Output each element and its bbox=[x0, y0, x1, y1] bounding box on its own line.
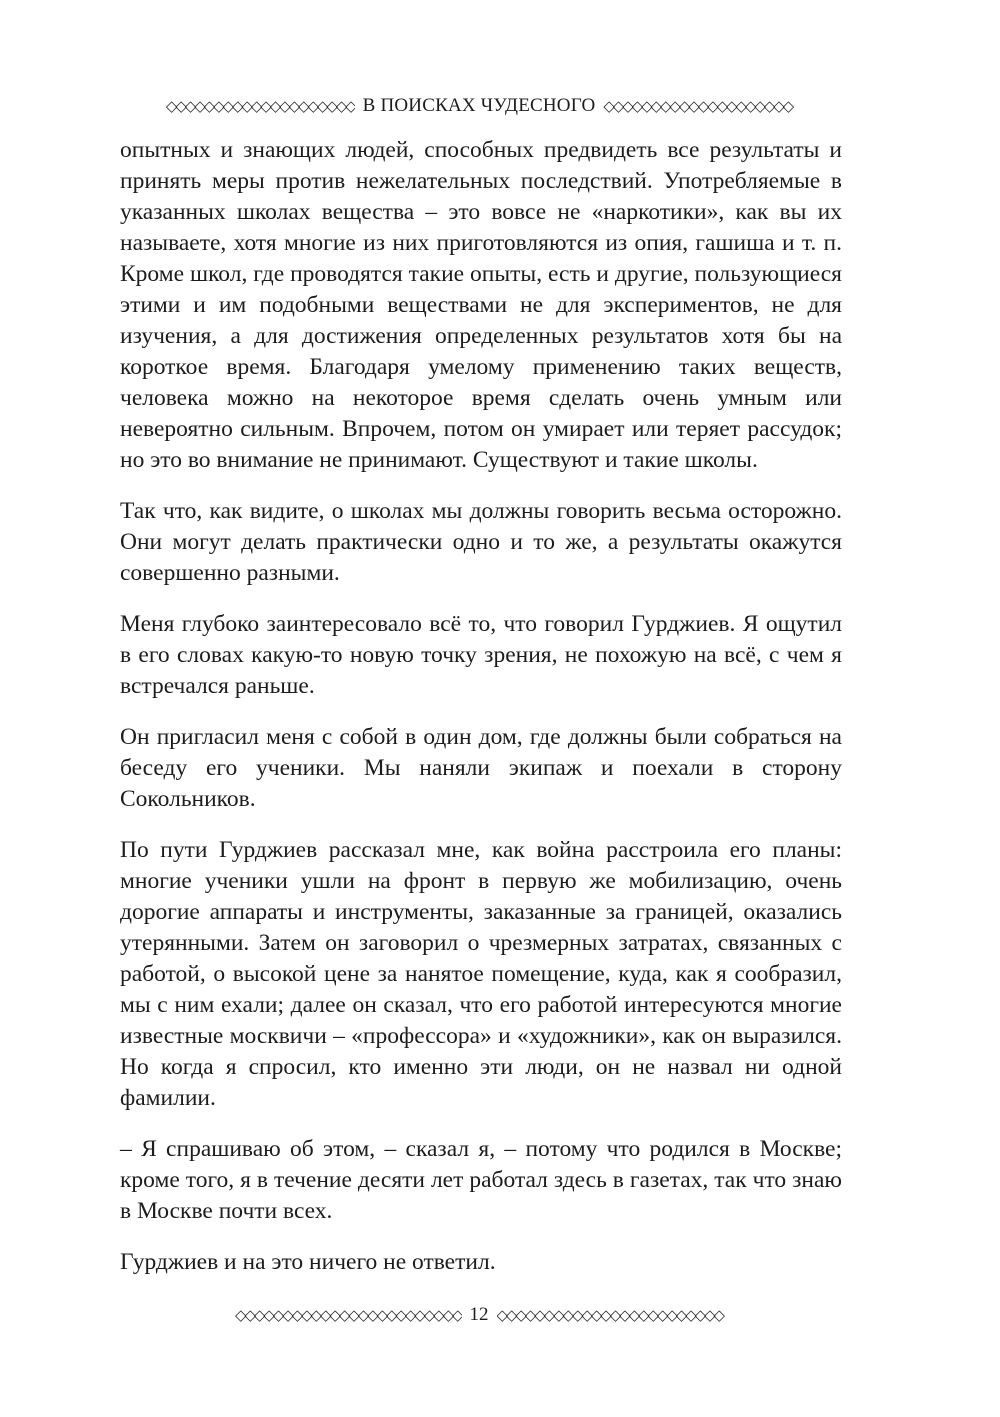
header-ornament-right: ◇◇◇◇◇◇◇◇◇◇◇◇◇◇◇◇◇◇◇◇ bbox=[603, 97, 793, 115]
running-title: В ПОИСКАХ ЧУДЕСНОГО bbox=[362, 95, 596, 116]
footer-ornament-right: ◇◇◇◇◇◇◇◇◇◇◇◇◇◇◇◇◇◇◇◇◇◇◇◇ bbox=[496, 1306, 723, 1324]
paragraph: опытных и знающих людей, способных предвидеть все результаты и принять меры против нежелательных последствий. Употребляемые в указанных школах вещества – это вовсе не «наркотики», как вы их называете, хотя многие из них приготовляются из опия, гашиша и т. п. Кроме школ, где проводятся такие опыты, есть и другие, пользующиеся этими и им подобными веществами не для экспериментов, не для изучения, а для достижения определенных результатов хотя бы на короткое время. Благодаря умелому применению таких веществ, человека можно на некоторое время сделать очень умным или невероятно сильным. Впрочем, потом он умирает или теряет рассудок; но это во внимание не принимают. Существуют и такие школы. bbox=[120, 137, 842, 473]
page-body bbox=[120, 135, 842, 1278]
page-number: 12 bbox=[469, 1304, 489, 1325]
paragraph: Меня глубоко заинтересовало всё то, что говорил Гурджиев. Я ощутил в его словах какую-то новую точку зрения, не похожую на всё, с чем я встречался раньше. bbox=[120, 611, 842, 699]
paragraph: По пути Гурджиев рассказал мне, как война расстроила его планы: многие ученики ушли на фронт в первую же мобилизацию, очень дорогие аппараты и инструменты, заказанные за границей, оказались утерянными. Затем он заговорил о чрезмерных затратах, связанных с работой, о высокой цене за нанятое помещение, куда, как я сообразил, мы с ним ехали; далее он сказал, что его работой интересуются многие известные москвичи – «профессора» и «художники», как он выразился. Но когда я спросил, кто именно эти люди, он не назвал ни одной фамилии. bbox=[120, 837, 842, 1111]
page-footer bbox=[118, 1302, 840, 1328]
paragraph: – Я спрашиваю об этом, – сказал я, – потому что родился в Москве; кроме того, я в течение десяти лет работал здесь в газетах, так что знаю в Москве почти всех. bbox=[120, 1136, 842, 1224]
paragraph: Он пригласил меня с собой в один дом, где должны были собраться на беседу его ученики. Мы наняли экипаж и поехали в сторону Сокольников. bbox=[120, 724, 842, 812]
header-ornament-left: ◇◇◇◇◇◇◇◇◇◇◇◇◇◇◇◇◇◇◇◇ bbox=[165, 97, 355, 115]
running-header bbox=[118, 93, 840, 119]
paragraph: Гурджиев и на это ничего не ответил. bbox=[120, 1249, 496, 1275]
footer-ornament-left: ◇◇◇◇◇◇◇◇◇◇◇◇◇◇◇◇◇◇◇◇◇◇◇◇ bbox=[235, 1306, 462, 1324]
paragraph: Так что, как видите, о школах мы должны говорить весьма осторожно. Они могут делать практически одно и то же, а результаты окажутся совершенно разными. bbox=[120, 498, 842, 586]
